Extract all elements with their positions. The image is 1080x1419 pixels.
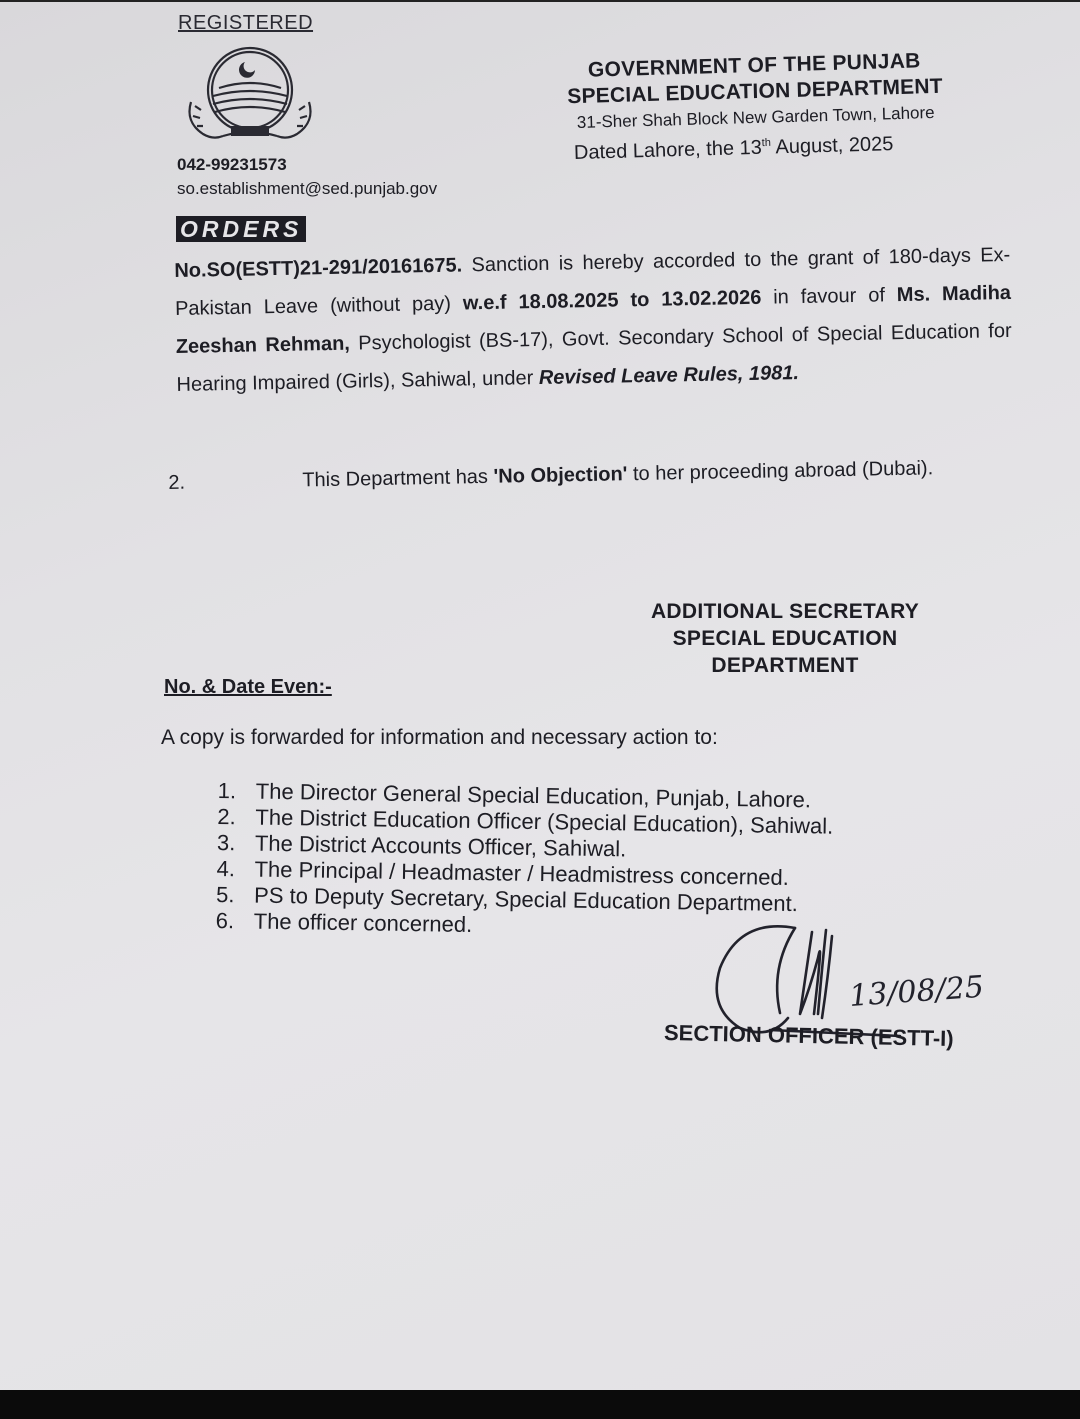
government-title: GOVERNMENT OF THE PUNJAB [587,49,921,82]
no-date-even-heading: No. & Date Even:- [164,676,332,698]
leave-rules: Revised Leave Rules, 1981. [538,362,800,390]
order-paragraph-2 [168,448,1011,502]
date-month-year: August, 2025 [770,133,894,159]
order-paragraph-1 [174,236,1013,404]
order-number: No.SO(ESTT)21-291/20161675. [174,254,463,282]
orders-heading: ORDERS [176,216,306,242]
list-item-number: 2. [217,803,236,830]
list-item-text: The Principal / Headmaster / Headmistress concerned. [254,856,790,890]
list-item-number: 1. [217,778,237,804]
list-item-text: The District Accounts Officer, Sahiwal. [254,830,627,862]
handwritten-date: 13/08/25 [848,969,985,1014]
email-address: so.establishment@sed.punjab.gov [177,179,438,198]
date-suffix-sup: th [761,136,772,150]
no-objection-phrase: 'No Objection' [493,463,628,488]
signatory-department-1: SPECIAL EDUCATION [672,627,898,650]
para1-text-3: Psychologist (BS-17), Govt. Secondary School of Special Education for Hearing Impaired (Girls), Sahiwal, under [176,319,1012,396]
list-item-number: 3. [216,829,236,856]
copy-forwarded-text: A copy is forwarded for information and necessary action to: [161,726,718,749]
paragraph-number: 2. [168,471,186,494]
list-item-number: 4. [216,855,236,882]
signatory-department-2: DEPARTMENT [711,654,859,677]
signatory-title: ADDITIONAL SECRETARY [650,600,920,623]
punjab-emblem-icon [183,46,317,146]
department-title: SPECIAL EDUCATION DEPARTMENT [567,74,943,109]
list-item-text: The District Education Officer (Special Education), Sahiwal. [255,804,834,839]
list-item-text: The Director General Special Education, Punjab, Lahore. [255,778,812,813]
department-address: 31-Sher Shah Block New Garden Town, Lahore [576,102,935,132]
para2-text-2: to her proceeding abroad (Dubai). [627,457,934,486]
leave-period: w.e.f 18.08.2025 to 13.02.2026 [462,286,762,315]
signatory-block [620,598,950,679]
phone-number: 042-99231573 [177,155,287,174]
list-item-number: 5. [215,881,235,908]
date-prefix: Dated Lahore, the 13 [573,136,763,164]
employee-name: Ms. Madiha Zeeshan Rehman, [175,281,1012,358]
para1-text-1: Sanction is hereby accorded to the grant of 180-days Ex-Pakistan Leave (without pay) [174,243,1011,320]
para2-text-1: This Department has [302,465,494,492]
para1-text-2: in favour of [761,284,898,309]
department-header [539,48,971,134]
date-line [574,133,894,165]
list-item-text: The officer concerned. [253,908,473,938]
registered-label: REGISTERED [178,12,314,34]
list-item-text: PS to Deputy Secretary, Special Education Department. [253,882,799,917]
list-item-number: 6. [215,907,235,934]
section-officer-designation: SECTION OFFICER (ESTT-I) [663,1020,954,1052]
